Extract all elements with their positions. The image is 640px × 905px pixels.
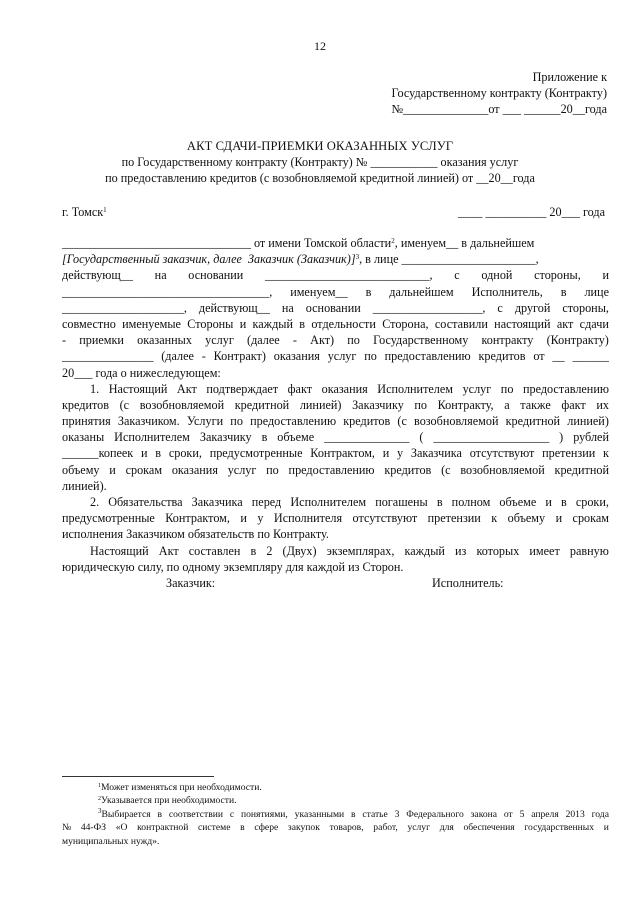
word: и <box>603 822 609 834</box>
word: Исполнителя <box>273 511 343 526</box>
word: в <box>240 822 245 834</box>
word: по <box>500 381 514 396</box>
paragraph-1-line <box>62 381 609 397</box>
word: приемки <box>79 333 124 348</box>
word: каждый <box>252 316 293 331</box>
word: от <box>533 349 545 364</box>
word: товаров, <box>329 822 364 834</box>
word: - <box>201 349 206 364</box>
word: (далее <box>161 349 194 364</box>
word: из <box>455 543 467 558</box>
word: и <box>545 495 552 509</box>
word: отсутствуют <box>352 511 418 526</box>
footnote-3-line: $^3$Выбирается в соответствии с понятиями, указанными в статье 3 Федерального закона от 5 апреля 2013 года <box>98 806 609 820</box>
word: дальнейшем <box>389 284 454 299</box>
word: в <box>560 284 567 299</box>
body-line: _______________________________ от имени Томской области$^2$, именуем__ в дальнейшем <box>62 236 535 250</box>
word: Контракт) <box>213 349 266 364</box>
word: к <box>603 446 609 461</box>
appendix-line-2: Государственному контракту (Контракту) <box>391 86 607 101</box>
word: перед <box>251 495 282 509</box>
word: сфере <box>254 822 279 834</box>
word: претензии <box>427 511 481 526</box>
word: факт <box>287 381 313 396</box>
word: __________________, <box>372 300 486 315</box>
word: кредитной <box>234 397 290 412</box>
word: (с <box>441 462 451 477</box>
word: предусмотренные <box>209 446 303 461</box>
word: ( <box>419 430 424 445</box>
word: в <box>436 495 443 509</box>
word: по <box>414 397 428 412</box>
word: и <box>602 268 609 283</box>
word: кредитной <box>505 414 561 429</box>
word: услуг <box>327 349 357 364</box>
word: по <box>347 333 360 348</box>
word: системе <box>198 822 231 834</box>
word: основании <box>188 268 244 283</box>
word: объеме <box>499 495 537 509</box>
word: Заказчика <box>410 446 462 461</box>
word: ____________________, <box>62 300 187 315</box>
word: __________________________________, <box>62 284 273 299</box>
word: факт <box>561 397 586 412</box>
paragraph-3-line: юридическую силу, по одному экземпляру для каждой из Сторон. <box>62 559 404 574</box>
word: предусмотренные <box>62 511 155 526</box>
word: в <box>261 430 268 445</box>
word: Контрактом, <box>165 511 230 526</box>
word: возобновляемой <box>414 414 499 429</box>
word: Акт) <box>310 333 335 348</box>
word: экземплярах, <box>326 543 395 558</box>
footnote-3-line: муниципальных нужд». <box>62 835 160 847</box>
word: ______копеек <box>62 446 134 461</box>
word: Исполнителем <box>377 381 454 396</box>
word: акт <box>556 316 574 331</box>
word: оказаны <box>62 430 105 445</box>
act-date: ____ __________ 20___ года <box>458 205 605 219</box>
footnote-ref-2: 2 <box>391 237 395 245</box>
word: кредитной <box>554 462 609 477</box>
body-line <box>62 316 609 332</box>
word: ___________________ <box>433 430 550 445</box>
word: стороны, <box>534 268 581 283</box>
paragraph-2-line <box>62 494 609 510</box>
word: контракту <box>481 333 534 348</box>
word: рублей <box>573 430 609 445</box>
word: другой <box>514 300 551 315</box>
body-line <box>62 267 609 283</box>
word: для <box>439 822 454 834</box>
word: у <box>397 446 404 461</box>
word: с <box>497 300 503 315</box>
word: ) <box>559 430 564 445</box>
word: Обязательства <box>108 495 183 509</box>
word: и <box>109 462 116 477</box>
paragraph-1-line <box>62 445 609 461</box>
word: возобновляемой <box>139 397 225 412</box>
city-name: г. Томск <box>62 205 104 219</box>
word: предоставлению <box>288 462 375 477</box>
word: (Двух) <box>282 543 317 558</box>
word: именуемые <box>122 316 181 331</box>
word: Настоящий <box>108 381 168 396</box>
word: Заказчика <box>191 495 243 509</box>
word: Исполнитель, <box>471 284 543 299</box>
word: _______________ <box>62 349 154 364</box>
word: кредитов <box>343 414 391 429</box>
word: (с <box>119 397 130 412</box>
paragraph-2-line: исполнения Заказчиком обязательств по Контракту. <box>62 527 329 542</box>
word: Контрактом, <box>310 446 375 461</box>
paragraph-1-line <box>62 462 609 478</box>
word: «О <box>115 822 128 834</box>
word: и <box>141 446 148 461</box>
word: также <box>520 397 551 412</box>
word: ______ <box>572 349 609 364</box>
word: Услуги <box>186 414 224 429</box>
paragraph-1-line <box>62 429 609 445</box>
word: контрактной <box>137 822 189 834</box>
word: действующ__ <box>62 268 133 283</box>
word: закупок <box>287 822 320 834</box>
word: отсутствуют <box>469 446 535 461</box>
word: предоставлению <box>250 414 337 429</box>
paragraph-1-line <box>62 397 609 413</box>
word: оказанных <box>137 333 192 348</box>
word: Контракту, <box>437 397 494 412</box>
paragraph-1-line: линией). <box>62 478 107 493</box>
word: действующ__ <box>198 300 270 315</box>
page-number: 12 <box>314 39 326 53</box>
word: Заказчику <box>352 397 404 412</box>
document-heading <box>30 138 610 187</box>
word: - <box>292 333 297 348</box>
word: объему <box>62 462 100 477</box>
word: оказания <box>273 349 320 364</box>
word: составили <box>434 316 488 331</box>
word: кредитов <box>62 397 110 412</box>
word: в <box>365 284 372 299</box>
word: именуем__ <box>290 284 348 299</box>
word: полном <box>451 495 491 509</box>
word: Сторона, <box>382 316 429 331</box>
footnote-divider <box>62 776 214 777</box>
word: государственных <box>524 822 595 834</box>
word: кредитов <box>478 349 526 364</box>
word: на <box>281 300 294 315</box>
word: 1. <box>90 381 100 396</box>
word: срокам <box>572 511 609 526</box>
word: в <box>560 495 567 509</box>
appendix-header <box>391 69 607 118</box>
word: Государственному <box>373 333 469 348</box>
word: принятия <box>62 414 111 429</box>
word: по <box>230 414 243 429</box>
footnote-1: $^1$Может изменяться при необходимости. <box>98 782 262 793</box>
word: работ, <box>373 822 398 834</box>
customer-signature-label: Заказчик: <box>166 576 216 590</box>
word: к <box>491 511 498 526</box>
word: услуг <box>205 333 234 348</box>
appendix-line-1: Приложение к <box>532 70 607 84</box>
word: и <box>240 511 247 526</box>
document-title: АКТ СДАЧИ-ПРИЕМКИ ОКАЗАННЫХ УСЛУГ <box>186 139 454 153</box>
word: (Контракту) <box>546 333 609 348</box>
word: отдельности <box>311 316 376 331</box>
word: погашены <box>375 495 428 509</box>
word: с <box>454 268 460 283</box>
word: а <box>504 397 510 412</box>
word: подтверждает <box>206 381 279 396</box>
body-line <box>62 284 609 300</box>
paragraph-1-line <box>62 413 609 429</box>
word: услуг <box>227 462 257 477</box>
word: основании <box>305 300 361 315</box>
body-line <box>62 300 609 316</box>
word: № <box>62 822 72 834</box>
heading-line-2: по Государственному контракту (Контракту) № ___________ оказания услуг <box>121 155 519 170</box>
word: услуг <box>462 381 492 396</box>
footnotes <box>62 781 609 848</box>
footnote-ref-3: 3 <box>355 253 360 262</box>
word: ___________________________, <box>264 268 433 283</box>
word: совместно <box>62 316 116 331</box>
word: лице <box>584 284 609 299</box>
word: настоящий <box>494 316 551 331</box>
word: возобновляемой <box>460 462 545 477</box>
word: стороны, <box>562 300 609 315</box>
word: одной <box>481 268 513 283</box>
word: в <box>299 316 306 331</box>
word: услуг <box>407 822 431 834</box>
word: (с <box>397 414 407 429</box>
paragraph-2-line <box>62 510 609 526</box>
customer-designation: [Государственный заказчик, далее Заказчик (Заказчик)] <box>62 252 356 267</box>
body-line <box>62 348 609 364</box>
word: объеме <box>277 430 315 445</box>
word: - <box>62 333 67 348</box>
word: __ <box>552 349 565 364</box>
word: составлен <box>188 543 241 558</box>
word: предоставлению <box>522 381 609 396</box>
word: объему <box>507 511 546 526</box>
word: ______________ <box>324 430 410 445</box>
act-body <box>62 235 609 575</box>
word: Акт <box>158 543 179 558</box>
word: обеспечения <box>463 822 515 834</box>
word: сдачи <box>579 316 609 331</box>
word: (далее <box>247 333 280 348</box>
word: в <box>250 543 257 558</box>
word: Акт <box>176 381 197 396</box>
word: сроки, <box>168 446 202 461</box>
word: их <box>596 397 609 412</box>
body-line: 20___ года о нижеследующем: <box>62 365 221 380</box>
word: кредитов <box>384 462 432 477</box>
footnote-3-line <box>62 821 609 834</box>
word: у <box>257 511 264 526</box>
word: по <box>266 462 279 477</box>
word: срокам <box>125 462 163 477</box>
word: 2 <box>266 543 273 558</box>
word: Исполнителем <box>290 495 367 509</box>
word: имеет <box>529 543 560 558</box>
appendix-line-3: №______________от ___ ______20__года <box>391 102 607 117</box>
word: на <box>154 268 167 283</box>
word: претензии <box>542 446 596 461</box>
word: и <box>239 316 247 331</box>
executor-signature-label: Исполнитель: <box>432 576 504 590</box>
footnote-ref-1: 1 <box>103 206 107 214</box>
word: по <box>364 349 377 364</box>
word: равную <box>569 543 609 558</box>
city <box>62 204 107 220</box>
word: в <box>155 446 162 461</box>
word: линией) <box>567 414 609 429</box>
body-line <box>62 332 609 348</box>
heading-line-3: по предоставлению кредитов (с возобновляемой кредитной линией) от __20__года <box>105 171 535 186</box>
word: 44-ФЗ <box>80 822 107 834</box>
word: предоставлению <box>384 349 471 364</box>
word: Заказчиком. <box>117 414 180 429</box>
word: оказания <box>321 381 368 396</box>
word: Стороны <box>187 316 234 331</box>
word: 2. <box>90 495 100 509</box>
word: Настоящий <box>90 543 149 558</box>
word: оказания <box>171 462 218 477</box>
word: сроки, <box>575 495 609 509</box>
word: Исполнителем <box>114 430 190 445</box>
word: каждый <box>404 543 445 558</box>
word: Заказчику <box>199 430 252 445</box>
word: линией) <box>299 397 342 412</box>
body-line: [Государственный заказчик, далее Заказчик (Заказчик)]$^3$, в лице ______________________, <box>62 252 539 267</box>
word: и <box>382 446 390 461</box>
paragraph-3-line <box>62 543 609 559</box>
word: и <box>555 511 563 526</box>
footnote-2: $^2$Указывается при необходимости. <box>98 795 237 807</box>
word: которых <box>476 543 520 558</box>
